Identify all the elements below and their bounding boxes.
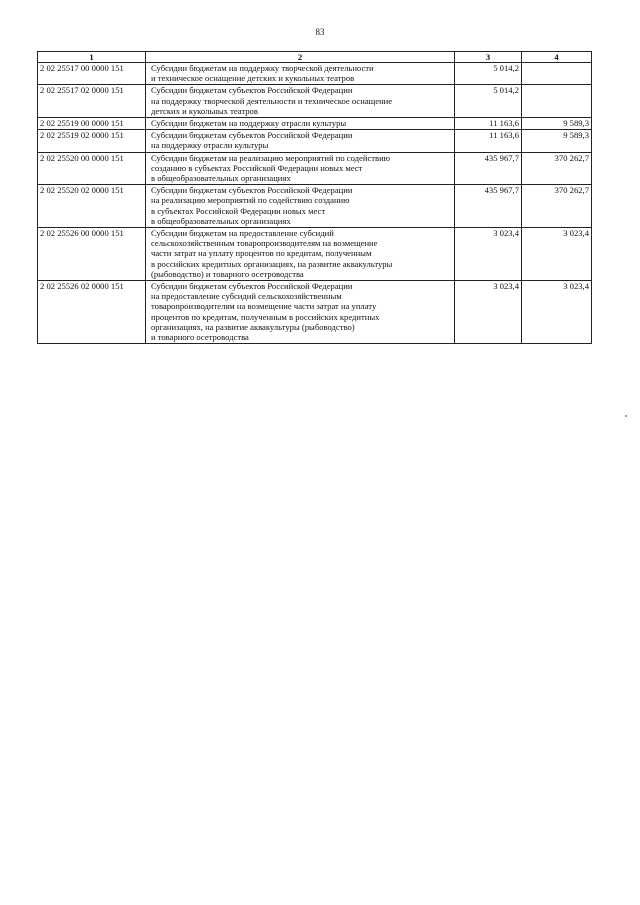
item-name-line: процентов по кредитам, полученным в российских кредитных bbox=[151, 311, 380, 322]
column-4-value-cell bbox=[522, 63, 592, 85]
item-name-cell bbox=[146, 185, 455, 228]
column-3-value-cell: 3 023,4 bbox=[455, 228, 522, 281]
item-name-line: Субсидии бюджетам на поддержку творческой деятельности bbox=[151, 63, 374, 73]
column-4-value-cell: 370 262,7 bbox=[522, 185, 592, 228]
classification-code-cell: 2 02 25526 00 0000 151 bbox=[38, 228, 146, 281]
item-name-cell bbox=[146, 152, 455, 185]
table-row bbox=[38, 85, 592, 118]
table-row bbox=[38, 118, 592, 130]
item-name-line: в российских кредитных организациях, на развитие аквакультуры bbox=[151, 258, 393, 269]
item-name-line: на поддержку творческой деятельности и техническое оснащение bbox=[151, 95, 393, 106]
item-name-line: на реализацию мероприятий по содействию созданию bbox=[151, 195, 350, 206]
item-name-line: на предоставление субсидий сельскохозяйственным bbox=[151, 291, 342, 302]
item-name-line: Субсидии бюджетам на поддержку отрасли культуры bbox=[151, 118, 347, 129]
item-name-cell bbox=[146, 85, 455, 118]
item-name-line: Субсидии бюджетам на предоставление субсидий bbox=[151, 228, 334, 239]
item-name-line: (рыбоводство) и товарного осетроводства bbox=[151, 268, 304, 279]
item-name-line: Субсидии бюджетам субъектов Российской Федерации bbox=[151, 281, 353, 292]
item-name-cell bbox=[146, 130, 455, 152]
item-name-line: товаропроизводителям на возмещение части затрат на уплату bbox=[151, 301, 377, 312]
column-header: 4 bbox=[522, 52, 592, 63]
table-row bbox=[38, 130, 592, 152]
column-header: 2 bbox=[146, 52, 455, 63]
item-name-cell bbox=[146, 281, 455, 344]
column-3-value-cell: 3 023,4 bbox=[455, 281, 522, 344]
classification-code-cell: 2 02 25526 02 0000 151 bbox=[38, 281, 146, 344]
item-name-line: детских и кукольных театров bbox=[151, 105, 258, 116]
classification-code-cell: 2 02 25519 00 0000 151 bbox=[38, 118, 146, 130]
item-name-line: сельскохозяйственным товаропроизводителям на возмещение bbox=[151, 238, 378, 249]
column-4-value-cell: 3 023,4 bbox=[522, 228, 592, 281]
column-3-value-cell: 11 163,6 bbox=[455, 118, 522, 130]
table-body bbox=[38, 63, 592, 344]
item-name-line: и товарного осетроводства bbox=[151, 332, 249, 343]
item-name-cell bbox=[146, 63, 455, 85]
table-row bbox=[38, 185, 592, 228]
column-3-value-cell: 435 967,7 bbox=[455, 152, 522, 185]
column-3-value-cell: 5 014,2 bbox=[455, 63, 522, 85]
column-3-value-cell: 5 014,2 bbox=[455, 85, 522, 118]
column-4-value-cell: 370 262,7 bbox=[522, 152, 592, 185]
item-name-line: и техническое оснащение детских и кукольных театров bbox=[151, 73, 355, 84]
table-row bbox=[38, 152, 592, 185]
column-header: 3 bbox=[455, 52, 522, 63]
column-header: 1 bbox=[38, 52, 146, 63]
column-3-value-cell: 435 967,7 bbox=[455, 185, 522, 228]
page-number: 83 bbox=[315, 27, 325, 37]
item-name-cell bbox=[146, 228, 455, 281]
classification-code-cell: 2 02 25520 02 0000 151 bbox=[38, 185, 146, 228]
column-4-value-cell: 3 023,4 bbox=[522, 281, 592, 344]
classification-code-cell: 2 02 25517 00 0000 151 bbox=[38, 63, 146, 85]
column-4-value-cell: 9 589,3 bbox=[522, 130, 592, 152]
item-name-line: Субсидии бюджетам субъектов Российской Федерации bbox=[151, 85, 353, 96]
item-name-line: в субъектах Российской Федерации новых мест bbox=[151, 205, 326, 216]
classification-code-cell: 2 02 25520 00 0000 151 bbox=[38, 152, 146, 185]
item-name-line: в общеобразовательных организациях bbox=[151, 173, 291, 184]
item-name-line: Субсидии бюджетам на реализацию мероприятий по содействию bbox=[151, 152, 391, 163]
table-header bbox=[38, 52, 592, 63]
item-name-cell bbox=[146, 118, 455, 130]
table-row bbox=[38, 63, 592, 85]
table-row bbox=[38, 281, 592, 344]
table-row bbox=[38, 228, 592, 281]
header-row bbox=[38, 52, 592, 63]
item-name-line: части затрат на уплату процентов по кредитам, полученным bbox=[151, 248, 372, 259]
column-3-value-cell: 11 163,6 bbox=[455, 130, 522, 152]
budget-subsidies-table bbox=[37, 51, 592, 344]
scan-speck bbox=[625, 415, 627, 417]
item-name-line: Субсидии бюджетам субъектов Российской Федерации bbox=[151, 130, 353, 141]
column-4-value-cell bbox=[522, 85, 592, 118]
item-name-line: организациях, на развитие аквакультуры (рыбоводство) bbox=[151, 321, 355, 332]
classification-code-cell: 2 02 25519 02 0000 151 bbox=[38, 130, 146, 152]
item-name-line: Субсидии бюджетам субъектов Российской Федерации bbox=[151, 185, 353, 196]
column-4-value-cell: 9 589,3 bbox=[522, 118, 592, 130]
item-name-line: в общеобразовательных организациях bbox=[151, 215, 291, 226]
classification-code-cell: 2 02 25517 02 0000 151 bbox=[38, 85, 146, 118]
item-name-line: созданию в субъектах Российской Федерации новых мест bbox=[151, 162, 363, 173]
item-name-line: на поддержку отрасли культуры bbox=[151, 140, 269, 151]
